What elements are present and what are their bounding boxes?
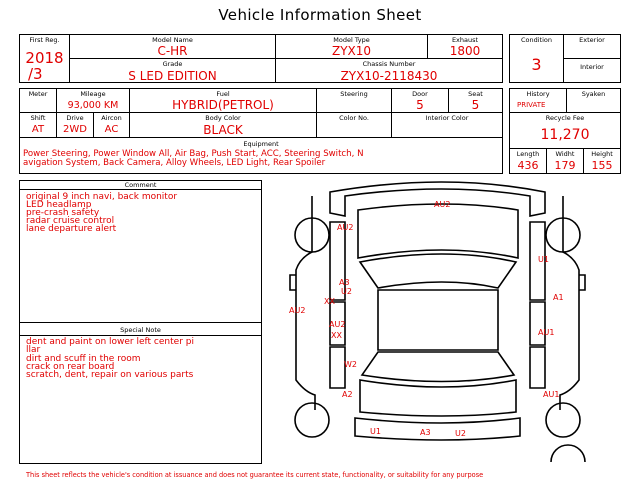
first-reg-year: 2018 bbox=[25, 49, 64, 67]
width-label: Widht bbox=[555, 150, 575, 158]
equipment-label: Equipment bbox=[243, 140, 279, 148]
damage-mark-left-front-fender: AU2 bbox=[337, 223, 354, 232]
special-note-line-3: dirt and scuff in the room bbox=[26, 354, 141, 364]
comment-line-3: pre-crash safety bbox=[26, 208, 100, 218]
damage-mark-right-rear-door: AU1 bbox=[538, 328, 555, 337]
fuel-label: Fuel bbox=[216, 90, 230, 98]
condition-value: 3 bbox=[531, 55, 542, 74]
damage-mark-left-rear-door-xx: XX bbox=[331, 331, 342, 340]
comment-line-4: radar cruise control bbox=[26, 216, 115, 226]
damage-mark-front-bumper: AU2 bbox=[434, 200, 451, 209]
exhaust-label: Exhaust bbox=[451, 36, 479, 44]
footer-disclaimer: This sheet reflects the vehicle's condition at issuance and does not guarantee its current state, functionality, or suitability for any purpose bbox=[26, 471, 484, 479]
drive-value: 2WD bbox=[63, 124, 87, 135]
shift-label: Shift bbox=[30, 114, 46, 122]
interior-color-label: Interior Color bbox=[425, 114, 469, 122]
comment-label: Comment bbox=[124, 181, 157, 189]
width-value: 179 bbox=[554, 159, 576, 172]
shift-value: AT bbox=[31, 124, 45, 135]
equipment-line-1: Power Steering, Power Window All, Air Bag, Push Start, ACC, Steering Switch, N bbox=[23, 149, 364, 159]
length-value: 436 bbox=[517, 159, 539, 172]
grade-label: Grade bbox=[162, 60, 183, 68]
first-reg-month: /3 bbox=[28, 65, 43, 83]
special-note-line-4: crack on rear board bbox=[26, 362, 115, 372]
chassis-label: Chassis Number bbox=[362, 60, 416, 68]
recycle-fee-label: Recycle Fee bbox=[545, 114, 585, 122]
damage-mark-left-pillar-a3: A3 bbox=[339, 278, 350, 287]
height-label: Height bbox=[591, 150, 613, 158]
page-title: Vehicle Information Sheet bbox=[218, 6, 422, 24]
damage-mark-left-rear-window: W2 bbox=[344, 360, 357, 369]
model-type-label: Model Type bbox=[333, 36, 370, 44]
model-type-value: ZYX10 bbox=[331, 44, 372, 58]
special-note-line-1: dent and paint on lower left center pi bbox=[26, 337, 194, 347]
damage-mark-right-quarter: AU1 bbox=[543, 390, 560, 399]
color-no-label: Color No. bbox=[339, 114, 369, 122]
comment-line-5: lane departure alert bbox=[26, 224, 117, 234]
comment-line-1: original 9 inch navi, back monitor bbox=[26, 192, 178, 202]
history-label: History bbox=[526, 90, 550, 98]
model-name-label: Model Name bbox=[152, 36, 193, 44]
special-note-line-5: scratch, dent, repair on various parts bbox=[26, 370, 194, 380]
damage-mark-rear-u1: U1 bbox=[370, 427, 381, 436]
meter-label: Meter bbox=[28, 90, 48, 98]
drive-label: Drive bbox=[66, 114, 84, 122]
mileage-value: 93,000 KM bbox=[67, 100, 119, 111]
body-color-label: Body Color bbox=[205, 114, 241, 122]
condition-label: Condition bbox=[520, 36, 553, 44]
door-label: Door bbox=[412, 90, 428, 98]
syaken-label: Syaken bbox=[581, 90, 606, 98]
damage-mark-left-side: AU2 bbox=[289, 306, 306, 315]
fuel-value: HYBRID(PETROL) bbox=[172, 98, 274, 112]
mileage-label: Mileage bbox=[80, 90, 106, 98]
special-note-line-2: llar bbox=[26, 345, 41, 355]
comment-line-2: LED headlamp bbox=[26, 200, 92, 210]
aircon-value: AC bbox=[104, 124, 119, 135]
special-note-label: Special Note bbox=[120, 326, 161, 334]
damage-mark-right-door: A1 bbox=[553, 293, 564, 302]
damage-mark-left-pillar-u2: U2 bbox=[341, 287, 352, 296]
seat-label: Seat bbox=[468, 90, 483, 98]
recycle-fee-value: 11,270 bbox=[540, 127, 590, 143]
interior-label: Interior bbox=[580, 63, 604, 71]
length-label: Length bbox=[516, 150, 540, 158]
history-value: PRIVATE bbox=[517, 101, 546, 109]
damage-mark-left-quarter: A2 bbox=[342, 390, 353, 399]
grade-value: S LED EDITION bbox=[128, 69, 217, 83]
equipment-line-2: avigation System, Back Camera, Alloy Wheels, LED Light, Rear Spoiler bbox=[23, 158, 326, 168]
first-reg-label: First Reg. bbox=[29, 36, 60, 44]
exhaust-value: 1800 bbox=[449, 44, 481, 58]
seat-value: 5 bbox=[471, 98, 480, 112]
exterior-label: Exterior bbox=[579, 36, 605, 44]
damage-mark-left-rear-door-au2: AU2 bbox=[329, 320, 346, 329]
steering-label: Steering bbox=[340, 90, 368, 98]
damage-mark-rear-u2: U2 bbox=[455, 429, 466, 438]
model-name-value: C-HR bbox=[157, 44, 188, 58]
door-value: 5 bbox=[416, 98, 424, 112]
damage-mark-right-front-fender: U1 bbox=[538, 255, 549, 264]
chassis-value: ZYX10-2118430 bbox=[340, 69, 438, 83]
body-color-value: BLACK bbox=[203, 123, 243, 137]
damage-mark-left-door-xx: XX bbox=[324, 297, 335, 306]
damage-mark-rear-a3: A3 bbox=[420, 428, 431, 437]
aircon-label: Aircon bbox=[101, 114, 122, 122]
height-value: 155 bbox=[591, 159, 613, 172]
